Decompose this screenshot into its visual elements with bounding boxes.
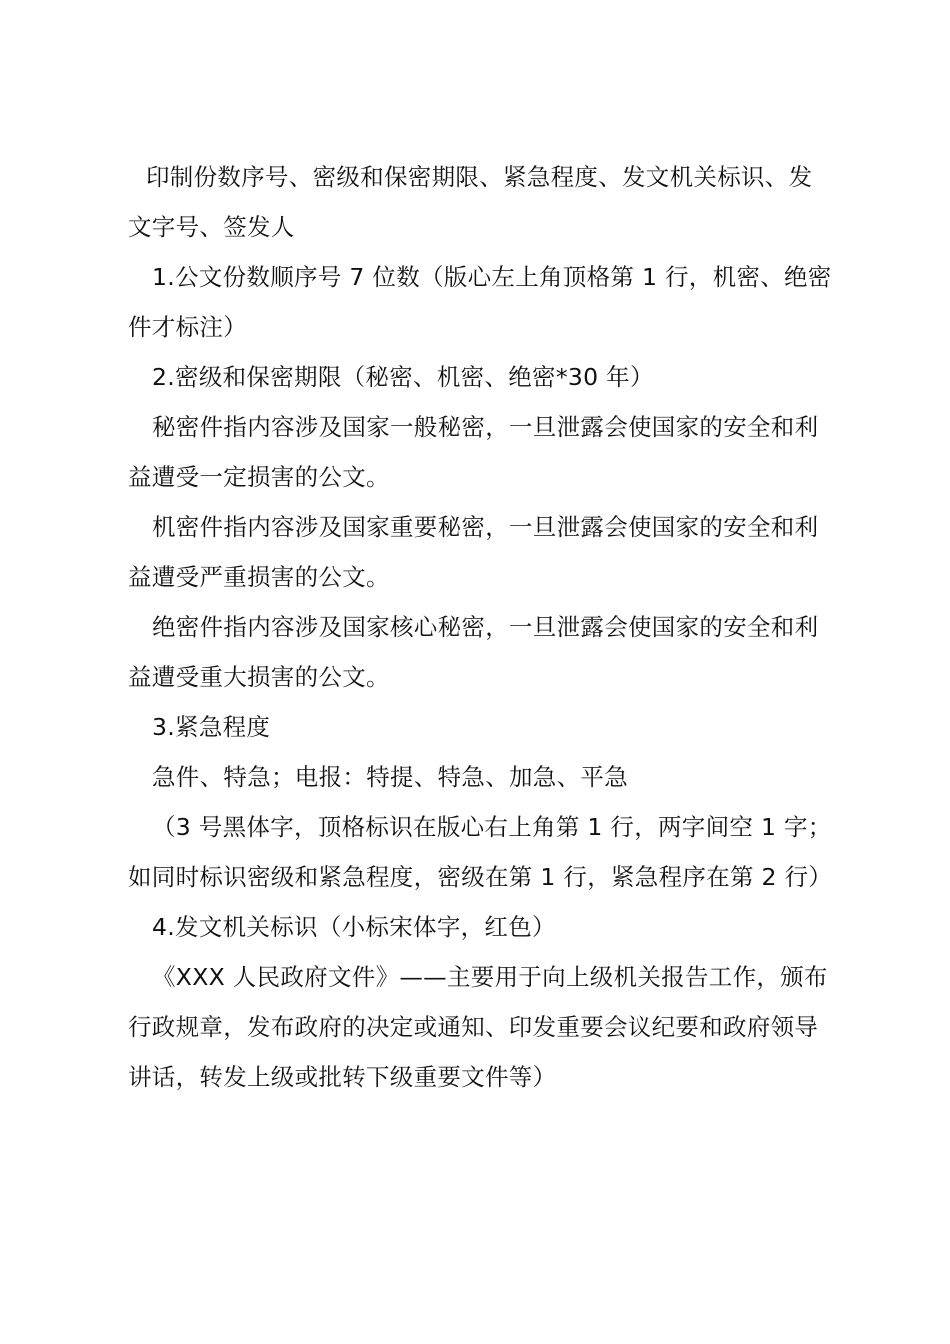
paragraph-item-1: 1.公文份数顺序号 7 位数（版心左上角顶格第 1 行，机密、绝密件才标注） — [128, 263, 832, 341]
paragraph-item-2: 2.密级和保密期限（秘密、机密、绝密*30 年） — [152, 363, 654, 391]
document-body — [128, 152, 833, 1102]
paragraph-urgency-levels: 急件、特急；电报：特提、特急、加急、平急 — [152, 763, 628, 791]
paragraph-secret-definition: 秘密件指内容涉及国家一般秘密，一旦泄露会使国家的安全和利益遭受一定损害的公文。 — [128, 413, 819, 491]
paragraph-item-3: 3.紧急程度 — [152, 713, 271, 741]
paragraph-issuer-example: 《XXX 人民政府文件》——主要用于向上级机关报告工作，颁布行政规章，发布政府的决定或通知、印发重要会议纪要和政府领导讲话，转发上级或批转下级重要文件等） — [128, 963, 828, 1091]
paragraph-item-4: 4.发文机关标识（小标宋体字，红色） — [152, 913, 556, 941]
paragraph-top-secret-definition: 绝密件指内容涉及国家核心秘密，一旦泄露会使国家的安全和利益遭受重大损害的公文。 — [128, 613, 819, 691]
paragraph-confidential-definition: 机密件指内容涉及国家重要秘密，一旦泄露会使国家的安全和利益遭受严重损害的公文。 — [128, 513, 819, 591]
paragraph-intro: 印制份数序号、密级和保密期限、紧急程度、发文机关标识、发文字号、签发人 — [128, 163, 813, 241]
paragraph-urgency-format-note: （3 号黑体字，顶格标识在版心右上角第 1 行，两字间空 1 字；如同时标识密级和紧急程度，密级在第 1 行，紧急程序在第 2 行） — [128, 813, 833, 891]
